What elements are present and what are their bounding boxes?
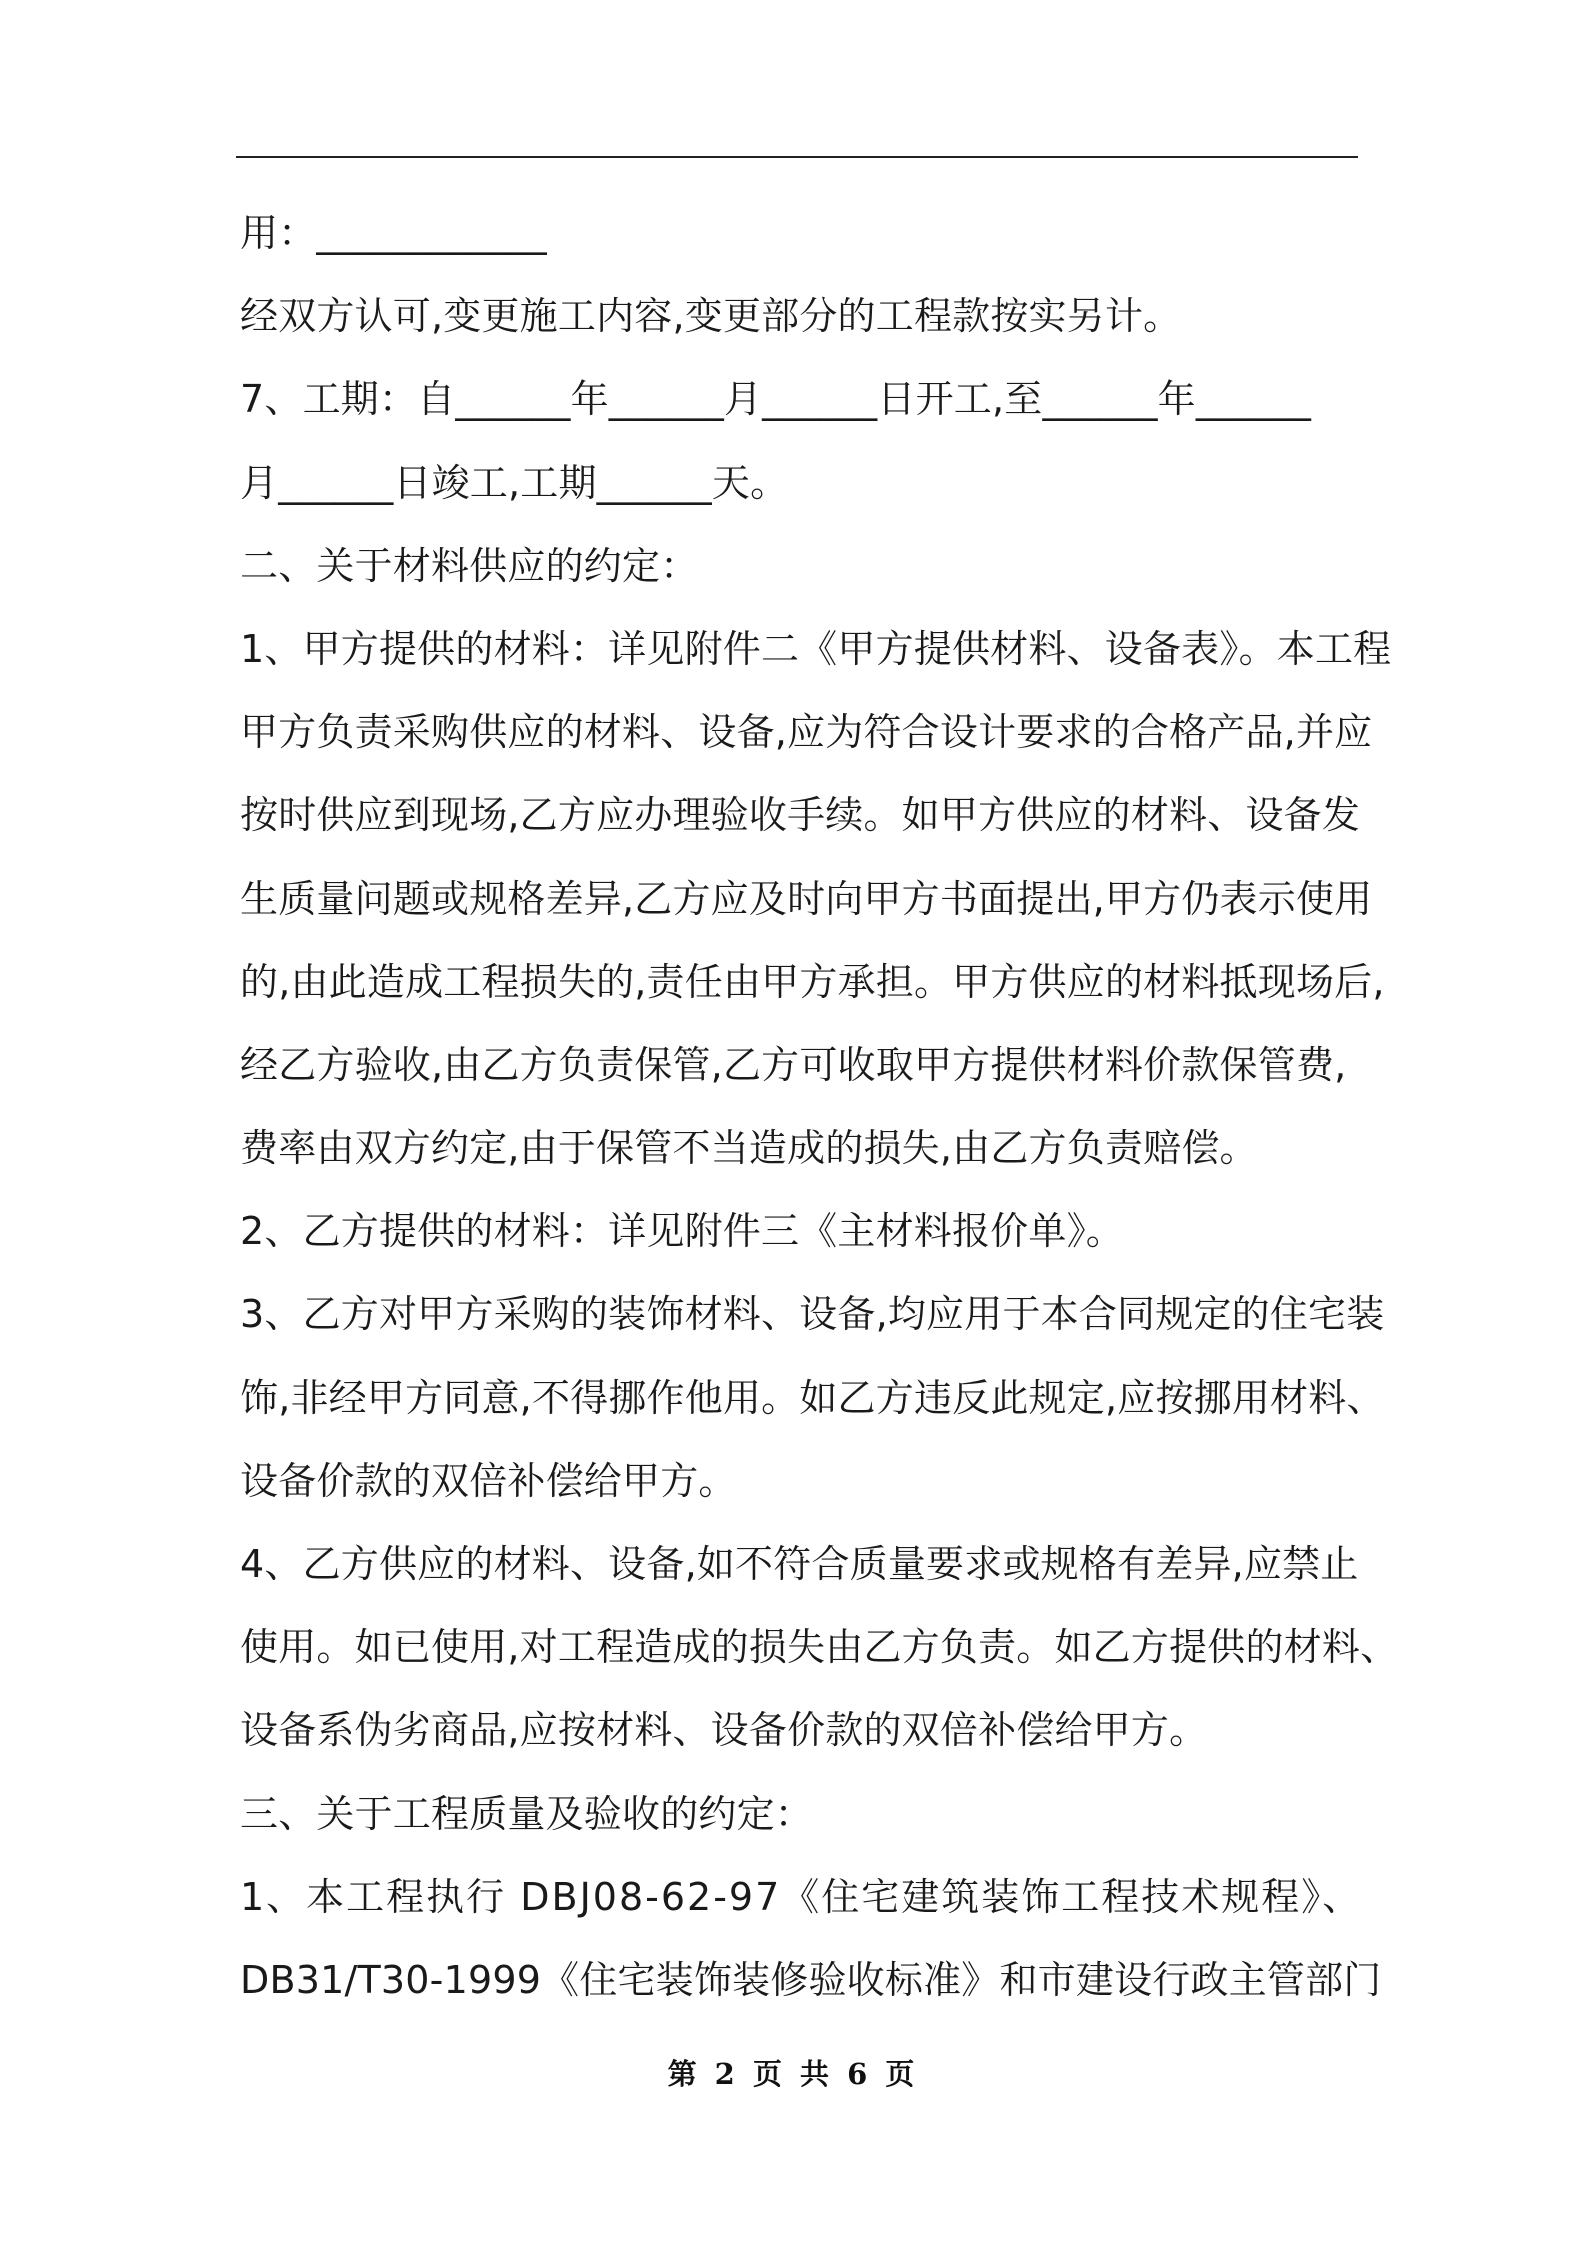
text-line: DB31/T30-1999《住宅装饰装修验收标准》和市建设行政主管部门 (240, 1957, 1382, 2002)
text-line: 经乙方验收,由乙方负责保管,乙方可收取甲方提供材料价款保管费, (240, 1042, 1347, 1087)
text-line: 按时供应到现场,乙方应办理验收手续。如甲方供应的材料、设备发 (240, 793, 1361, 838)
text-line: 用：____________ (240, 211, 547, 255)
body-text (240, 192, 1399, 2022)
text-line: 经双方认可,变更施工内容,变更部分的工程款按实另计。 (240, 294, 1182, 339)
section-heading: 三、关于工程质量及验收的约定： (240, 1791, 814, 1836)
text-line: 1、本工程执行 DBJ08-62-97《住宅建筑装饰工程技术规程》、 (240, 1874, 1363, 1919)
text-line: 月______日竣工,工期______天。 (240, 460, 789, 505)
text-line: 使用。如已使用,对工程造成的损失由乙方负责。如乙方提供的材料、 (240, 1625, 1399, 1670)
text-line: 的,由此造成工程损失的,责任由甲方承担。甲方供应的材料抵现场后, (240, 959, 1385, 1004)
page-number-footer: 第 2 页 共 6 页 (667, 2057, 919, 2091)
text-line: 设备系伪劣商品,应按材料、设备价款的双倍补偿给甲方。 (240, 1708, 1208, 1753)
text-line: 3、乙方对甲方采购的装饰材料、设备,均应用于本合同规定的住宅装 (240, 1292, 1385, 1337)
text-line: 生质量问题或规格差异,乙方应及时向甲方书面提出,甲方仍表示使用 (240, 876, 1373, 921)
text-line: 费率由双方约定,由于保管不当造成的损失,由乙方负责赔偿。 (240, 1126, 1258, 1171)
text-line: 1、甲方提供的材料：详见附件二《甲方提供材料、设备表》。本工程 (240, 626, 1392, 671)
text-line: 饰,非经甲方同意,不得挪作他用。如乙方违反此规定,应按挪用材料、 (240, 1375, 1385, 1420)
text-line: 设备价款的双倍补偿给甲方。 (240, 1458, 737, 1503)
text-line: 甲方负责采购供应的材料、设备,应为符合设计要求的合格产品,并应 (240, 710, 1373, 755)
text-line: 4、乙方供应的材料、设备,如不符合质量要求或规格有差异,应禁止 (240, 1542, 1359, 1586)
section-heading: 二、关于材料供应的约定： (240, 543, 699, 588)
text-line: 7、工期：自______年______月______日开工,至______年______ (240, 377, 1312, 422)
text-line: 2、乙方提供的材料：详见附件三《主材料报价单》。 (240, 1209, 1124, 1254)
header-rule (236, 156, 1358, 158)
